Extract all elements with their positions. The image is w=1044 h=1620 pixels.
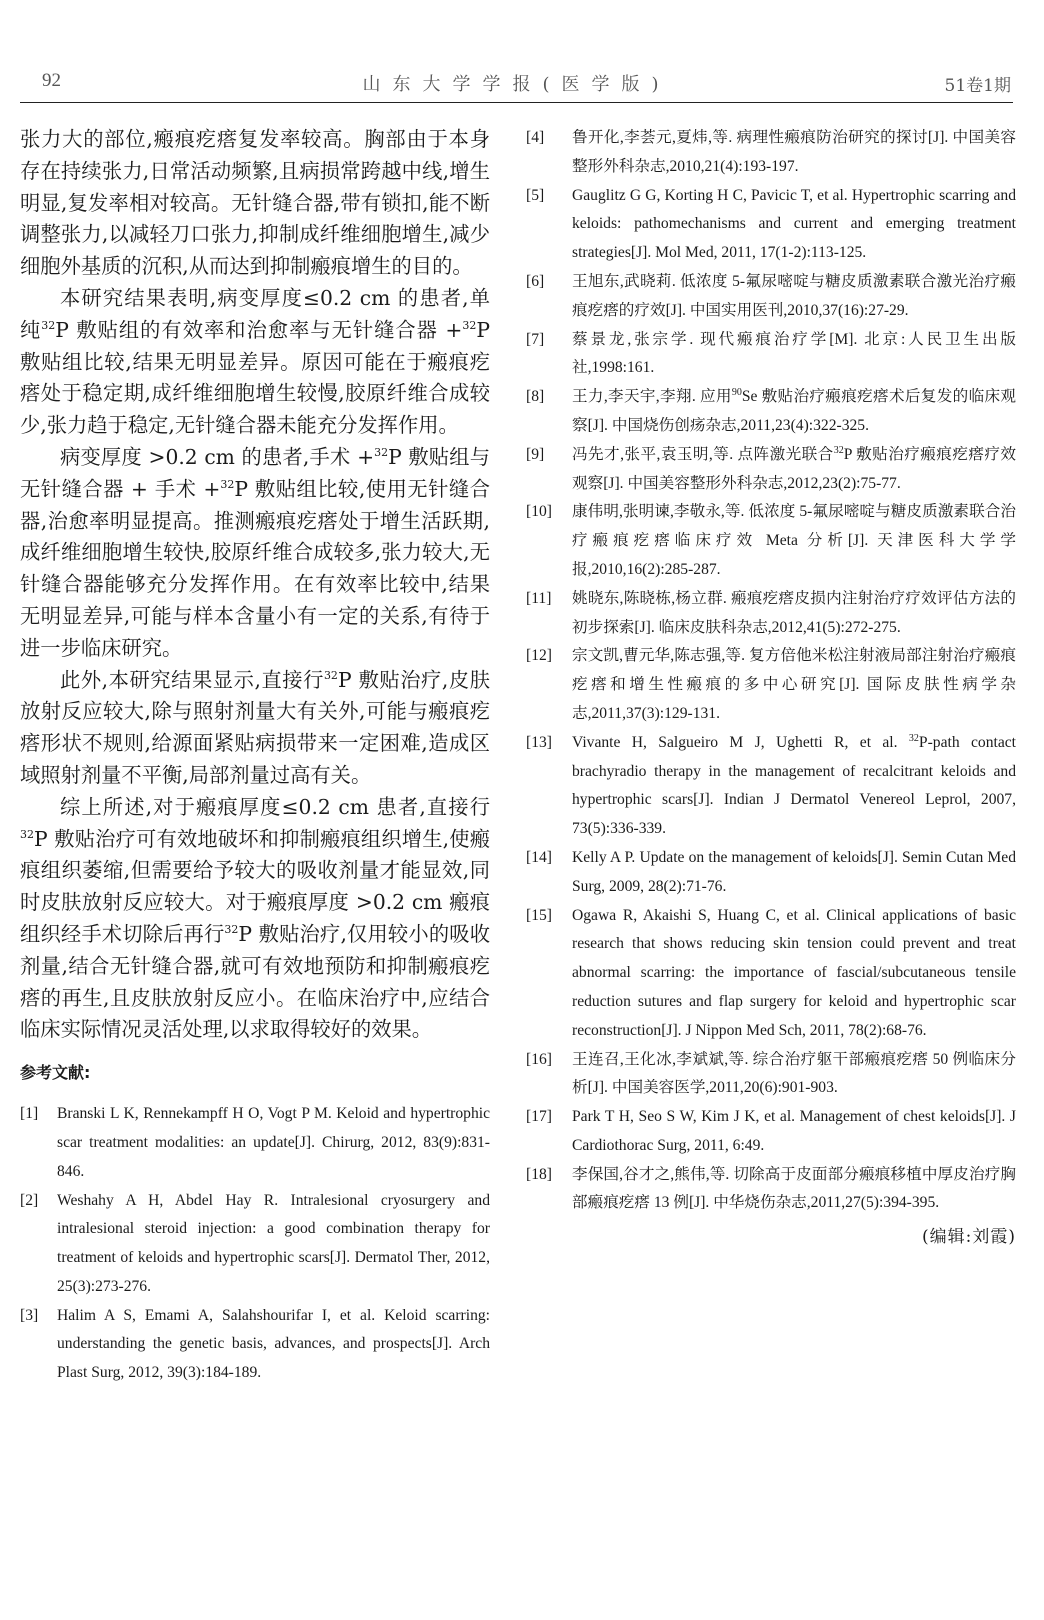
body-paragraph-5: 综上所述,对于瘢痕厚度≤0.2 cm 患者,直接行$^{32}$P 敷贴治疗可有效地破坏和抑制瘢痕组织增生,使瘢痕组织萎缩,但需要给予较大的吸收剂量才能显效,同时皮肤放射反应较大。对于瘢痕厚度 >0.2 cm 瘢痕组织经手术切除后再行$^{32}$P 敷贴治疗,仅用较小的吸收剂量,结合无针缝合器,就可有效地预防和抑制瘢痕疙瘩的再生,且皮肤放射反应小。在临床治疗中,应结合临床实际情况灵活处理,以求取得较好的效果。 — [20, 794, 490, 1042]
reference-item: [10] 康伟明,张明谏,李敬永,等. 低浓度 5-氟尿嘧啶与糖皮质激素联合治疗瘢痕疙瘩临床疗效 Meta 分析[J]. 天津医科大学学报,2010,16(2):285-287. — [526, 503, 1016, 578]
body-paragraph-4: 此外,本研究结果显示,直接行$^{32}$P 敷贴治疗,皮肤放射反应较大,除与照射剂量大有关外,可能与瘢痕疙瘩形状不规则,给源面紧贴病损带来一定困难,造成区域照射剂量不平衡,局部剂量过高有关。 — [20, 667, 490, 787]
journal-title: 山东大学学报(医学版) — [362, 74, 671, 95]
reference-item: [6] 王旭东,武晓莉. 低浓度 5-氟尿嘧啶与糖皮质激素联合激光治疗瘢痕疙瘩的疗效[J]. 中国实用医刊,2010,37(16):27-29. — [526, 272, 1016, 319]
reference-item: [17] Park T H, Seo S W, Kim J K, et al. Management of chest keloids[J]. J Cardiothorac Surg, 2011, 6:49. — [526, 1108, 1016, 1154]
reference-item: [11] 姚晓东,陈晓栋,杨立群. 瘢痕疙瘩皮损内注射治疗疗效评估方法的初步探索[J]. 临床皮肤科杂志,2012,41(5):272-275. — [526, 589, 1016, 636]
reference-item: [3] Halim A S, Emami A, Salahshourifar I, et al. Keloid scarring: understanding the genetic basis, advances, and prospects[J]. Arch Plast Surg, 2012, 39(3):184-189. — [20, 1306, 490, 1382]
reference-item: [9] 冯先才,张平,袁玉明,等. 点阵激光联合$^{32}$P 敷贴治疗瘢痕疙瘩疗效观察[J]. 中国美容整形外科杂志,2012,23(2):75-77. — [526, 444, 1016, 492]
body-paragraph-1: 张力大的部位,瘢痕疙瘩复发率较高。胸部由于本身存在持续张力,日常活动频繁,且病损常跨越中线,增生明显,复发率相对较高。无针缝合器,带有锁扣,能不断调整张力,以减轻刀口张力,抑制成纤维细胞增生,减少细胞外基质的沉积,从而达到抑制瘢痕增生的目的。 — [20, 127, 490, 279]
body-paragraph-3: 病变厚度 >0.2 cm 的患者,手术 +$^{32}$P 敷贴组与无针缝合器 + 手术 +$^{32}$P 敷贴组比较,使用无针缝合器,治愈率明显提高。推测瘢痕疙瘩处于增生活跃期,成纤维细胞增生较快,胶原纤维合成较多,张力较大,无针缝合器能够充分发挥作用。在有效率比较中,结果无明显差异,可能与样本含量小有一定的关系,有待于进一步临床研究。 — [20, 444, 491, 660]
reference-list-left — [20, 1100, 490, 1388]
left-column — [20, 124, 490, 1388]
reference-item: [5] Gauglitz G G, Korting H C, Pavicic T, et al. Hypertrophic scarring and keloids: pathomechanisms and current and emerging treatment strategies[J]. Mol Med, 2011, 17(1-2):113-125. — [526, 186, 1016, 262]
reference-list-right — [526, 124, 1016, 1218]
references-heading: 参考文献: — [20, 1063, 91, 1083]
volume-issue: 51卷1期 — [944, 76, 1011, 96]
reference-item: [16] 王连召,王化冰,李斌斌,等. 综合治疗躯干部瘢痕疙瘩 50 例临床分析[J]. 中国美容医学,2011,20(6):901-903. — [526, 1050, 1016, 1097]
body-paragraph-2: 本研究结果表明,病变厚度≤0.2 cm 的患者,单纯$^{32}$P 敷贴组的有效率和治愈率与无针缝合器 +$^{32}$P 敷贴组比较,结果无明显差异。原因可能在于瘢痕疙瘩处于稳定期,成纤维细胞增生较慢,胶原纤维合成较少,张力趋于稳定,无针缝合器未能充分发挥作用。 — [20, 285, 490, 438]
right-column — [526, 124, 1016, 1247]
reference-item: [8] 王力,李天宇,李翔. 应用$^{90}$Se 敷贴治疗瘢痕疙瘩术后复发的临床观察[J]. 中国烧伤创疡杂志,2011,23(4):322-325. — [526, 386, 1016, 434]
reference-item: [7] 蔡景龙,张宗学. 现代瘢痕治疗学[M]. 北京:人民卫生出版社,1998:161. — [526, 330, 1016, 377]
editor-credit: (编辑:刘霞) — [922, 1227, 1016, 1248]
reference-item: [14] Kelly A P. Update on the management of keloids[J]. Semin Cutan Med Surg, 2009, 28(2):71-76. — [526, 848, 1016, 895]
page-number: 92 — [42, 70, 61, 91]
reference-item: [2] Weshahy A H, Abdel Hay R. Intralesional cryosurgery and intralesional steroid injection: a good combination therapy for treatment of keloids and hypertrophic scars[J]. Dermatol Ther, 2012, 25(3):273-276. — [20, 1191, 490, 1295]
reference-item: [1] Branski L K, Rennekampff H O, Vogt P M. Keloid and hypertrophic scar treatment modalities: an update[J]. Chirurg, 2012, 83(9):831-846. — [20, 1105, 490, 1180]
reference-item: [4] 鲁开化,李荟元,夏炜,等. 病理性瘢痕防治研究的探讨[J]. 中国美容整形外科杂志,2010,21(4):193-197. — [526, 129, 1016, 175]
reference-item: [12] 宗文凯,曹元华,陈志强,等. 复方倍他米松注射液局部注射治疗瘢痕疙瘩和增生性瘢痕的多中心研究[J]. 国际皮肤性病学杂志,2011,37(3):129-131. — [526, 647, 1016, 722]
reference-item: [13] Vivante H, Salgueiro M J, Ughetti R, et al. $^{32}$P-path contact brachyradio therapy in the management of recalcitrant keloids and hypertrophic scars[J]. Indian J Dermatol Venereol Leprol, 2007, 73(5):336-339. — [526, 732, 1017, 838]
reference-item: [15] Ogawa R, Akaishi S, Huang C, et al. Clinical applications of basic research that shows reducing skin tension could prevent and treat abnormal scarring: the importance of fascial/subcutaneous tensile reduction sutures and flap surgery for keloid and hypertrophic scar reconstruction[J]. J Nippon Med Sch, 2011, 78(2):68-76. — [526, 906, 1016, 1039]
reference-item: [18] 李保国,谷才之,熊伟,等. 切除高于皮面部分瘢痕移植中厚皮治疗胸部瘢痕疙瘩 13 例[J]. 中华烧伤杂志,2011,27(5):394-395. — [526, 1165, 1016, 1212]
page-header — [20, 66, 1013, 103]
